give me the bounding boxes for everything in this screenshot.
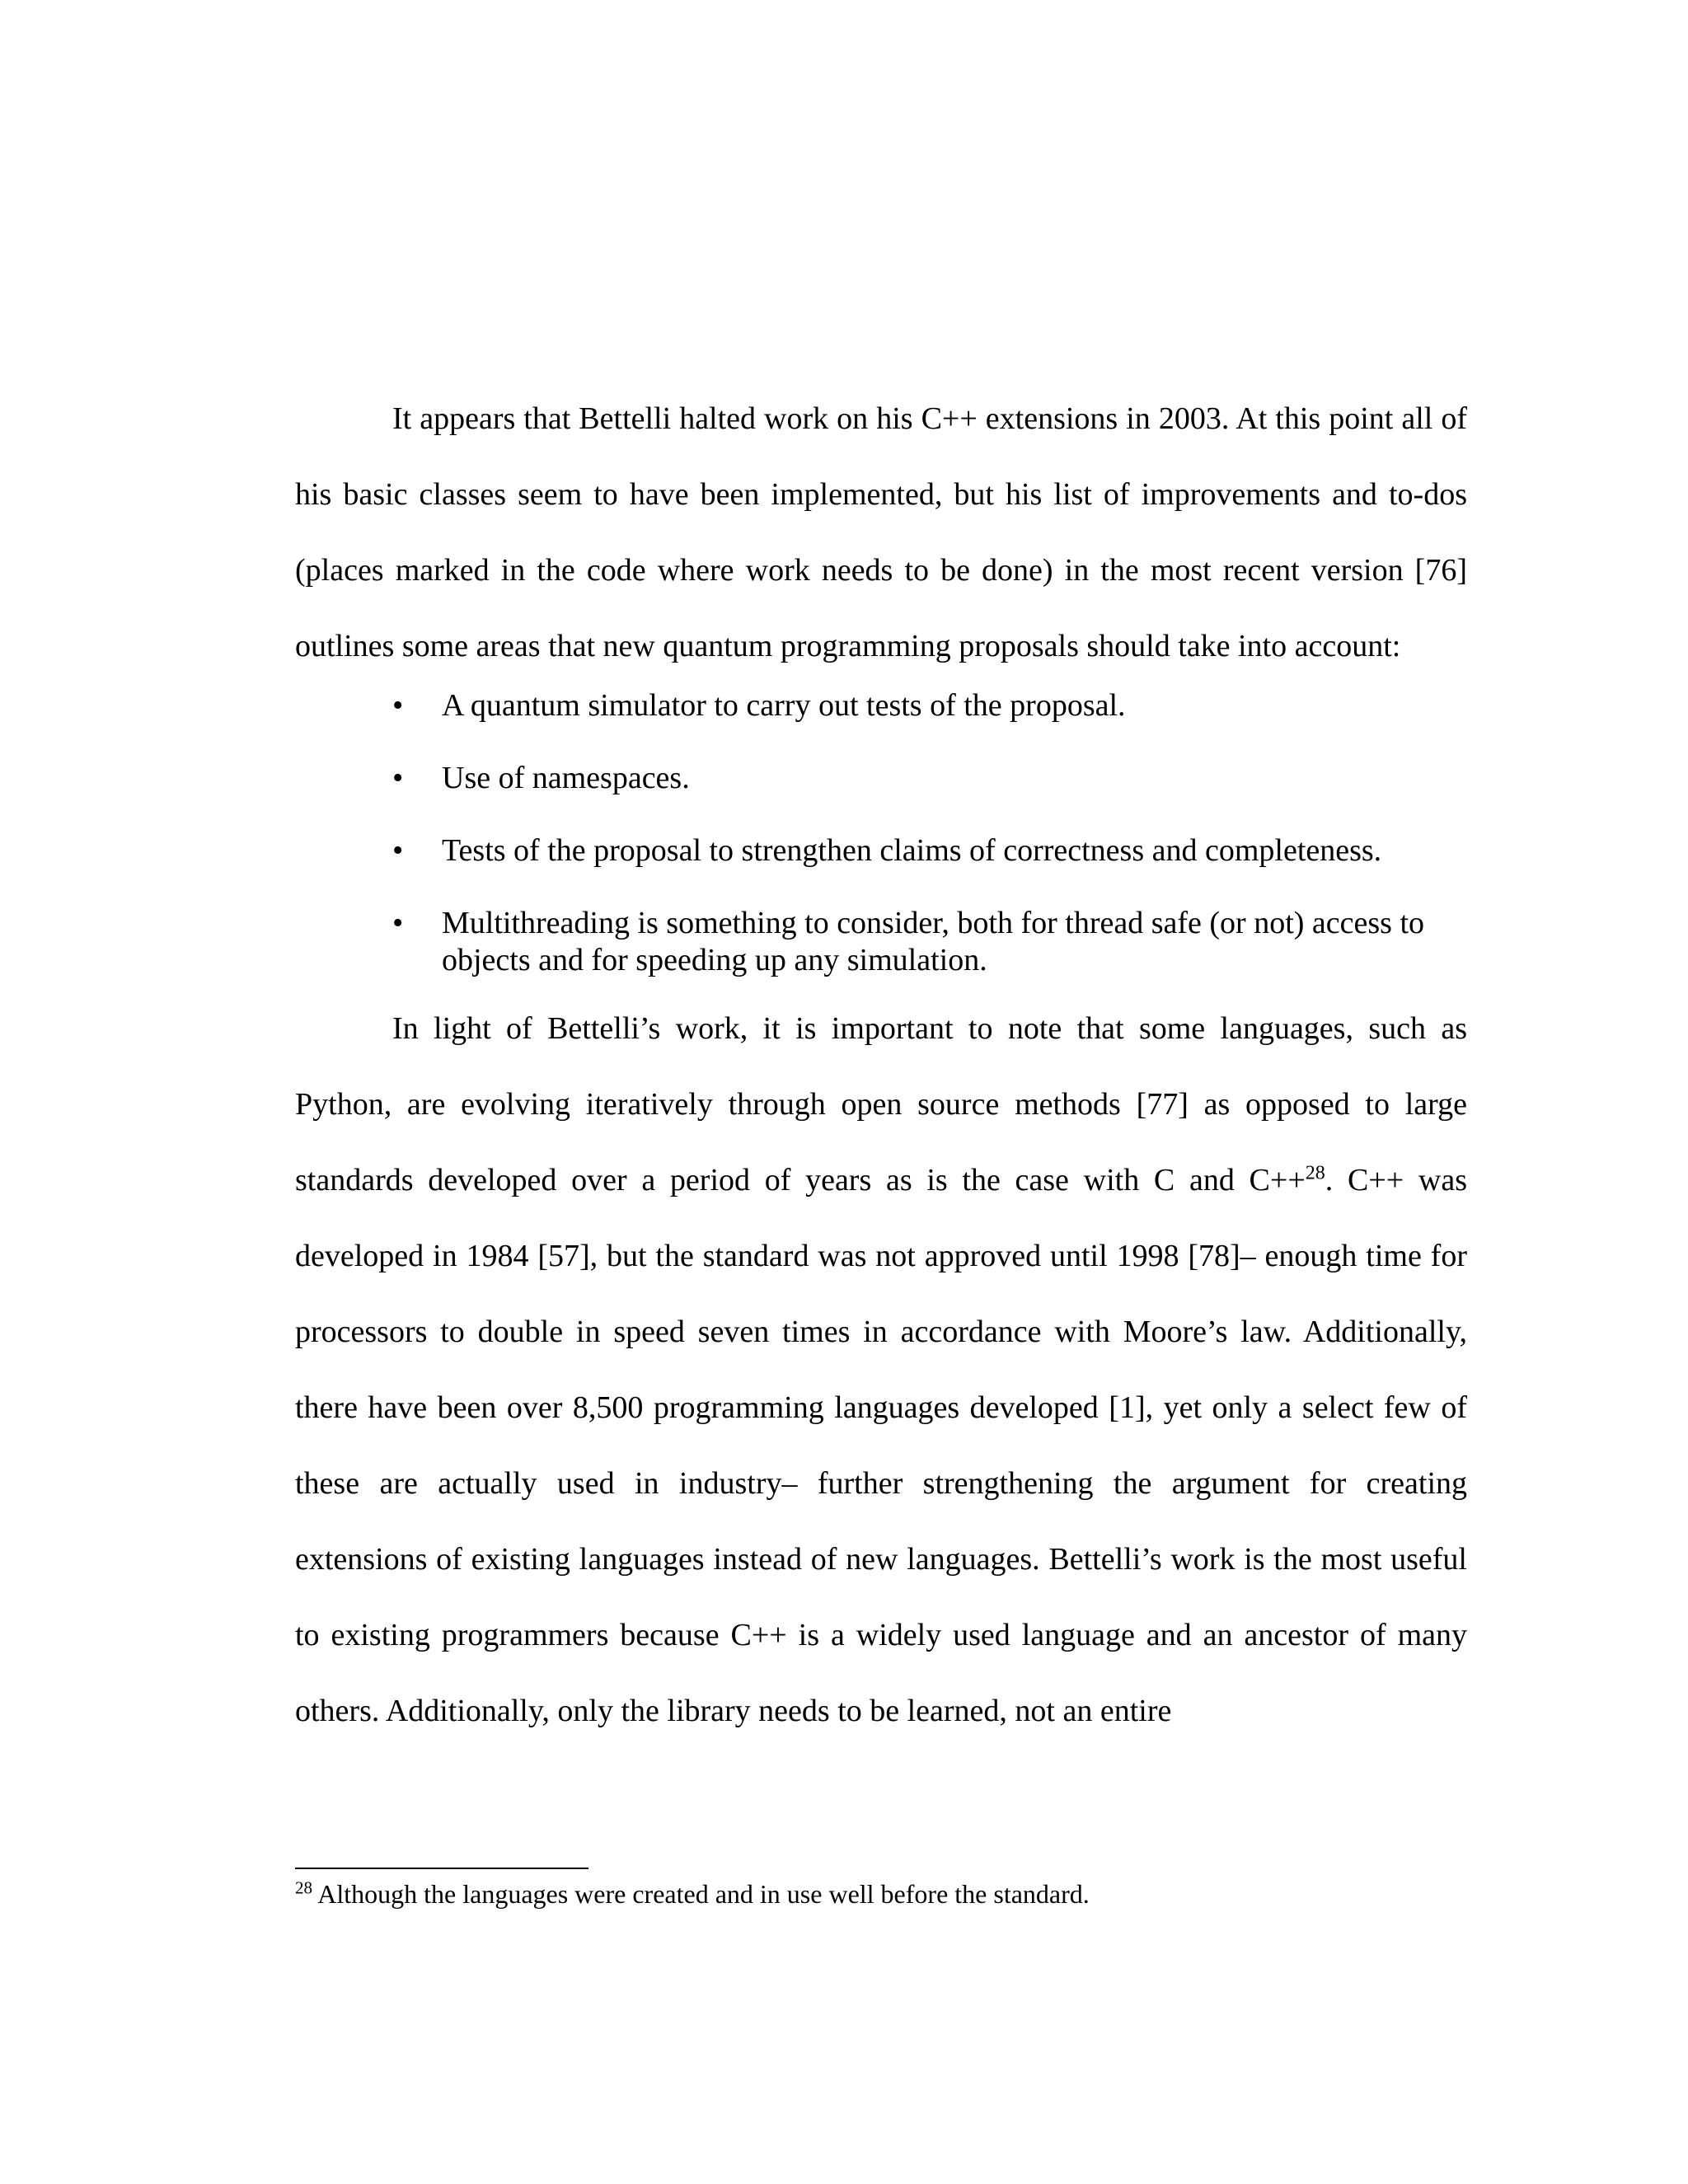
footnote-reference[interactable]: 28 xyxy=(1305,1162,1325,1184)
list-item-text: Use of namespaces. xyxy=(442,761,690,795)
list-item-text: Tests of the proposal to strengthen claims of correctness and completeness. xyxy=(442,833,1382,868)
bullet-icon: • xyxy=(392,761,404,795)
bullet-icon: • xyxy=(392,833,404,868)
list-item xyxy=(295,760,1467,797)
footnote xyxy=(295,1877,1467,1910)
paragraph-languages xyxy=(295,991,1467,1749)
todo-list xyxy=(295,687,1467,979)
list-item-text: A quantum simulator to carry out tests of the proposal. xyxy=(442,688,1126,723)
list-item-text: Multithreading is something to consider, both for thread safe (or not) access to objects and for speeding up any simulation. xyxy=(442,906,1425,977)
footnote-text: Although the languages were created and in use well before the standard. xyxy=(312,1879,1090,1909)
paragraph-text: . C++ was developed in 1984 [57], but the standard was not approved until 1998 [78]– enough time for processors to double in speed seven times in accordance with Moore’s law. Additionally, there have been over 8,500 programming languages developed [1], yet only a select few of these are actually used in industry– further strengthening the argument for creating extensions of existing languages instead of new languages. Bettelli’s work is the most useful to existing programmers because C++ is a widely used language and an ancestor of many others. Additionally, only the library needs to be learned, not an entire xyxy=(295,1163,1467,1728)
list-item xyxy=(295,832,1467,869)
paragraph-text: In light of Bettelli’s work, it is important to note that some languages, such as Python, are evolving iteratively through open source methods [77] as opposed to large standards developed over a period of years as is the case with C and C++ xyxy=(295,1011,1467,1197)
body-text xyxy=(295,381,1467,1749)
paragraph-bettelli-work: It appears that Bettelli halted work on his C++ extensions in 2003. At this point all of his basic classes seem to have been implemented, but his list of improvements and to-dos (places marked in the code where work needs to be done) in the most recent version [76] outlines some areas that new quantum programming proposals should take into account: xyxy=(295,401,1467,663)
bullet-icon: • xyxy=(392,688,404,723)
footnote-number: 28 xyxy=(295,1877,312,1898)
list-item xyxy=(295,687,1467,724)
bullet-icon: • xyxy=(392,906,404,940)
footnote-divider xyxy=(295,1868,588,1869)
list-item xyxy=(295,905,1467,979)
